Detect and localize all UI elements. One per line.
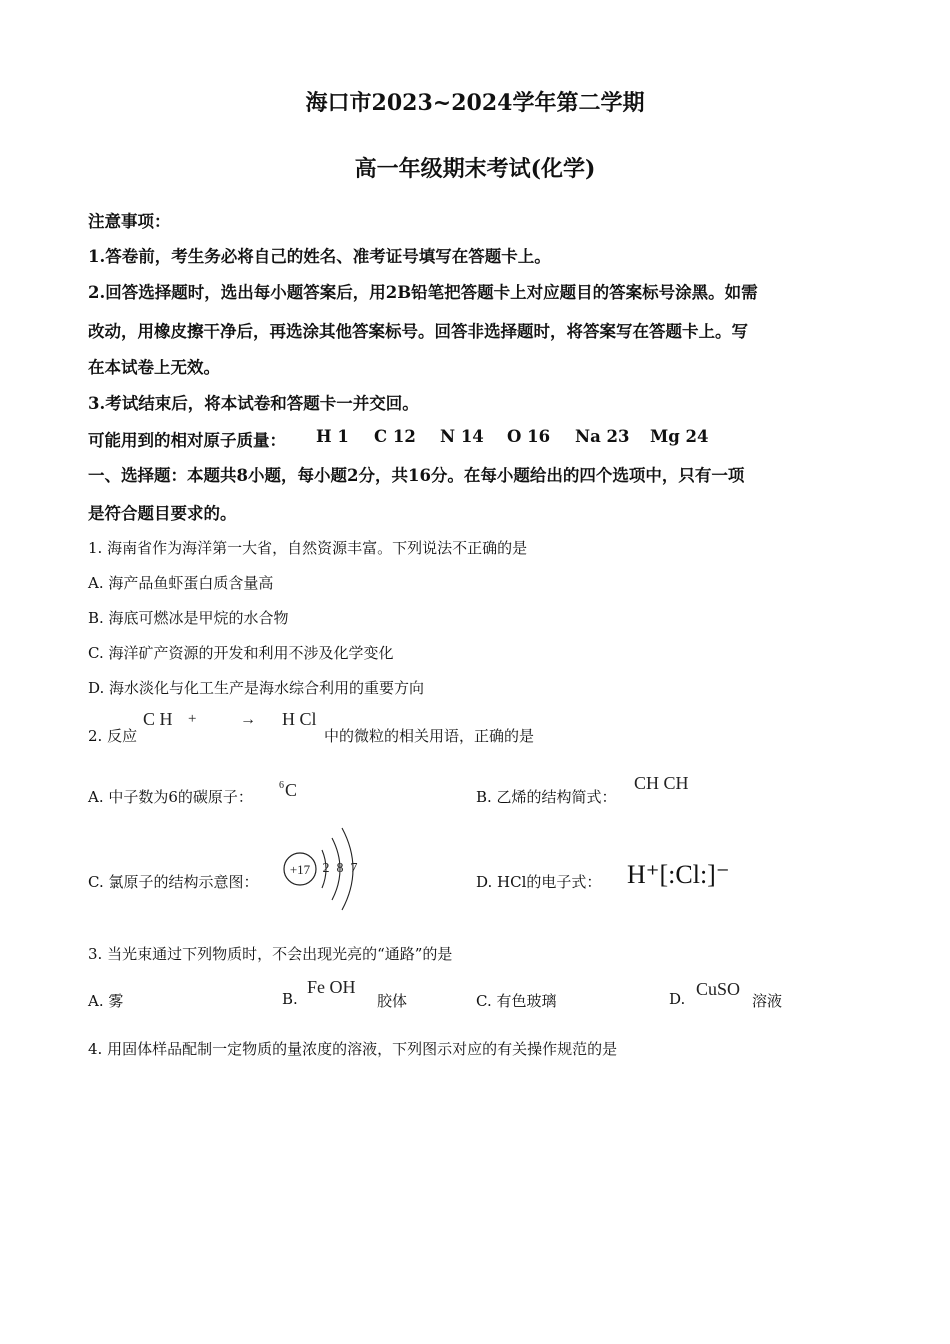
q2-option-a-symbol: C — [285, 780, 298, 800]
q2-option-d: D. HCl的电子式： — [476, 873, 602, 891]
q2-option-d-electron-formula: H⁺[:Cl:]⁻ — [627, 860, 730, 889]
atomic-mass-na: Na 23 — [575, 427, 630, 446]
shell-electrons-2: 8 — [336, 861, 344, 876]
q2-stem-suffix: 中的微粒的相关用语，正确的是 — [324, 727, 535, 745]
notice-item-2-cont2: 在本试卷上无效。 — [88, 358, 220, 377]
q3-stem: 3. 当光束通过下列物质时，不会出现光亮的“通路”的是 — [88, 945, 453, 963]
q3-option-b-formula: Fe OH — [307, 977, 356, 997]
q1-stem: 1. 海南省作为海洋第一大省，自然资源丰富。下列说法不正确的是 — [88, 539, 528, 557]
q2-reactant: C H — [143, 709, 173, 729]
atomic-mass-n: N 14 — [440, 427, 484, 446]
q1-option-a: A. 海产品鱼虾蛋白质含量高 — [88, 574, 274, 592]
atomic-mass-o: O 16 — [507, 427, 551, 446]
atomic-mass-mg: Mg 24 — [650, 427, 709, 446]
exam-subtitle: 高一年级期末考试(化学) — [354, 156, 596, 182]
q1-option-c: C. 海洋矿产资源的开发和利用不涉及化学变化 — [88, 644, 394, 662]
q3-option-b-suffix: 胶体 — [377, 992, 408, 1010]
atomic-mass-h: H 1 — [316, 427, 349, 446]
notice-item-1: 1.答卷前，考生务必将自己的姓名、准考证号填写在答题卡上。 — [88, 247, 551, 266]
shell-electrons-3: 7 — [350, 861, 358, 876]
q2-arrow: → — [240, 711, 256, 728]
q2-plus: + — [188, 711, 197, 727]
q1-option-d: D. 海水淡化与化工生产是海水综合利用的重要方向 — [88, 679, 425, 697]
q3-option-b-label: B. — [282, 990, 298, 1008]
notice-item-2: 2.回答选择题时，选出每小题答案后，用2B铅笔把答题卡上对应题目的答案标号涂黑。如需 — [88, 283, 758, 302]
q3-option-d-formula: CuSO — [696, 979, 741, 999]
q3-option-d-label: D. — [669, 990, 686, 1008]
atomic-mass-c: C 12 — [374, 427, 416, 446]
q1-option-b: B. 海底可燃冰是甲烷的水合物 — [88, 609, 289, 627]
q2-option-b-formula: CH CH — [634, 773, 689, 793]
notice-item-3: 3.考试结束后，将本试卷和答题卡一并交回。 — [88, 394, 419, 413]
q3-option-c: C. 有色玻璃 — [476, 992, 557, 1010]
q2-option-a-mass-number: 6 — [279, 780, 284, 791]
q2-option-c: C. 氯原子的结构示意图： — [88, 873, 259, 891]
q3-option-a: A. 雾 — [88, 992, 124, 1010]
shell-electrons-1: 2 — [322, 861, 330, 876]
chlorine-atom-diagram — [276, 826, 366, 912]
q3-option-d-suffix: 溶液 — [752, 992, 783, 1010]
q4-stem: 4. 用固体样品配制一定物质的量浓度的溶液，下列图示对应的有关操作规范的是 — [88, 1040, 618, 1058]
q2-product: H Cl — [282, 709, 317, 729]
exam-title: 海口市2023~2024学年第二学期 — [305, 90, 645, 116]
notice-item-2-cont: 改动，用橡皮擦干净后，再选涂其他答案标号。回答非选择题时，将答案写在答题卡上。写 — [88, 322, 748, 341]
notice-heading: 注意事项： — [88, 212, 171, 231]
section-heading: 一、选择题：本题共8小题，每小题2分，共16分。在每小题给出的四个选项中，只有一项 — [88, 466, 745, 485]
atomic-mass-label: 可能用到的相对原子质量： — [88, 431, 286, 450]
q2-option-a: A. 中子数为6的碳原子： — [88, 788, 253, 806]
section-heading-cont: 是符合题目要求的。 — [88, 504, 237, 523]
q2-option-b: B. 乙烯的结构简式： — [476, 788, 617, 806]
nucleus-charge: +17 — [289, 862, 311, 877]
q2-stem-prefix: 2. 反应 — [88, 727, 138, 745]
